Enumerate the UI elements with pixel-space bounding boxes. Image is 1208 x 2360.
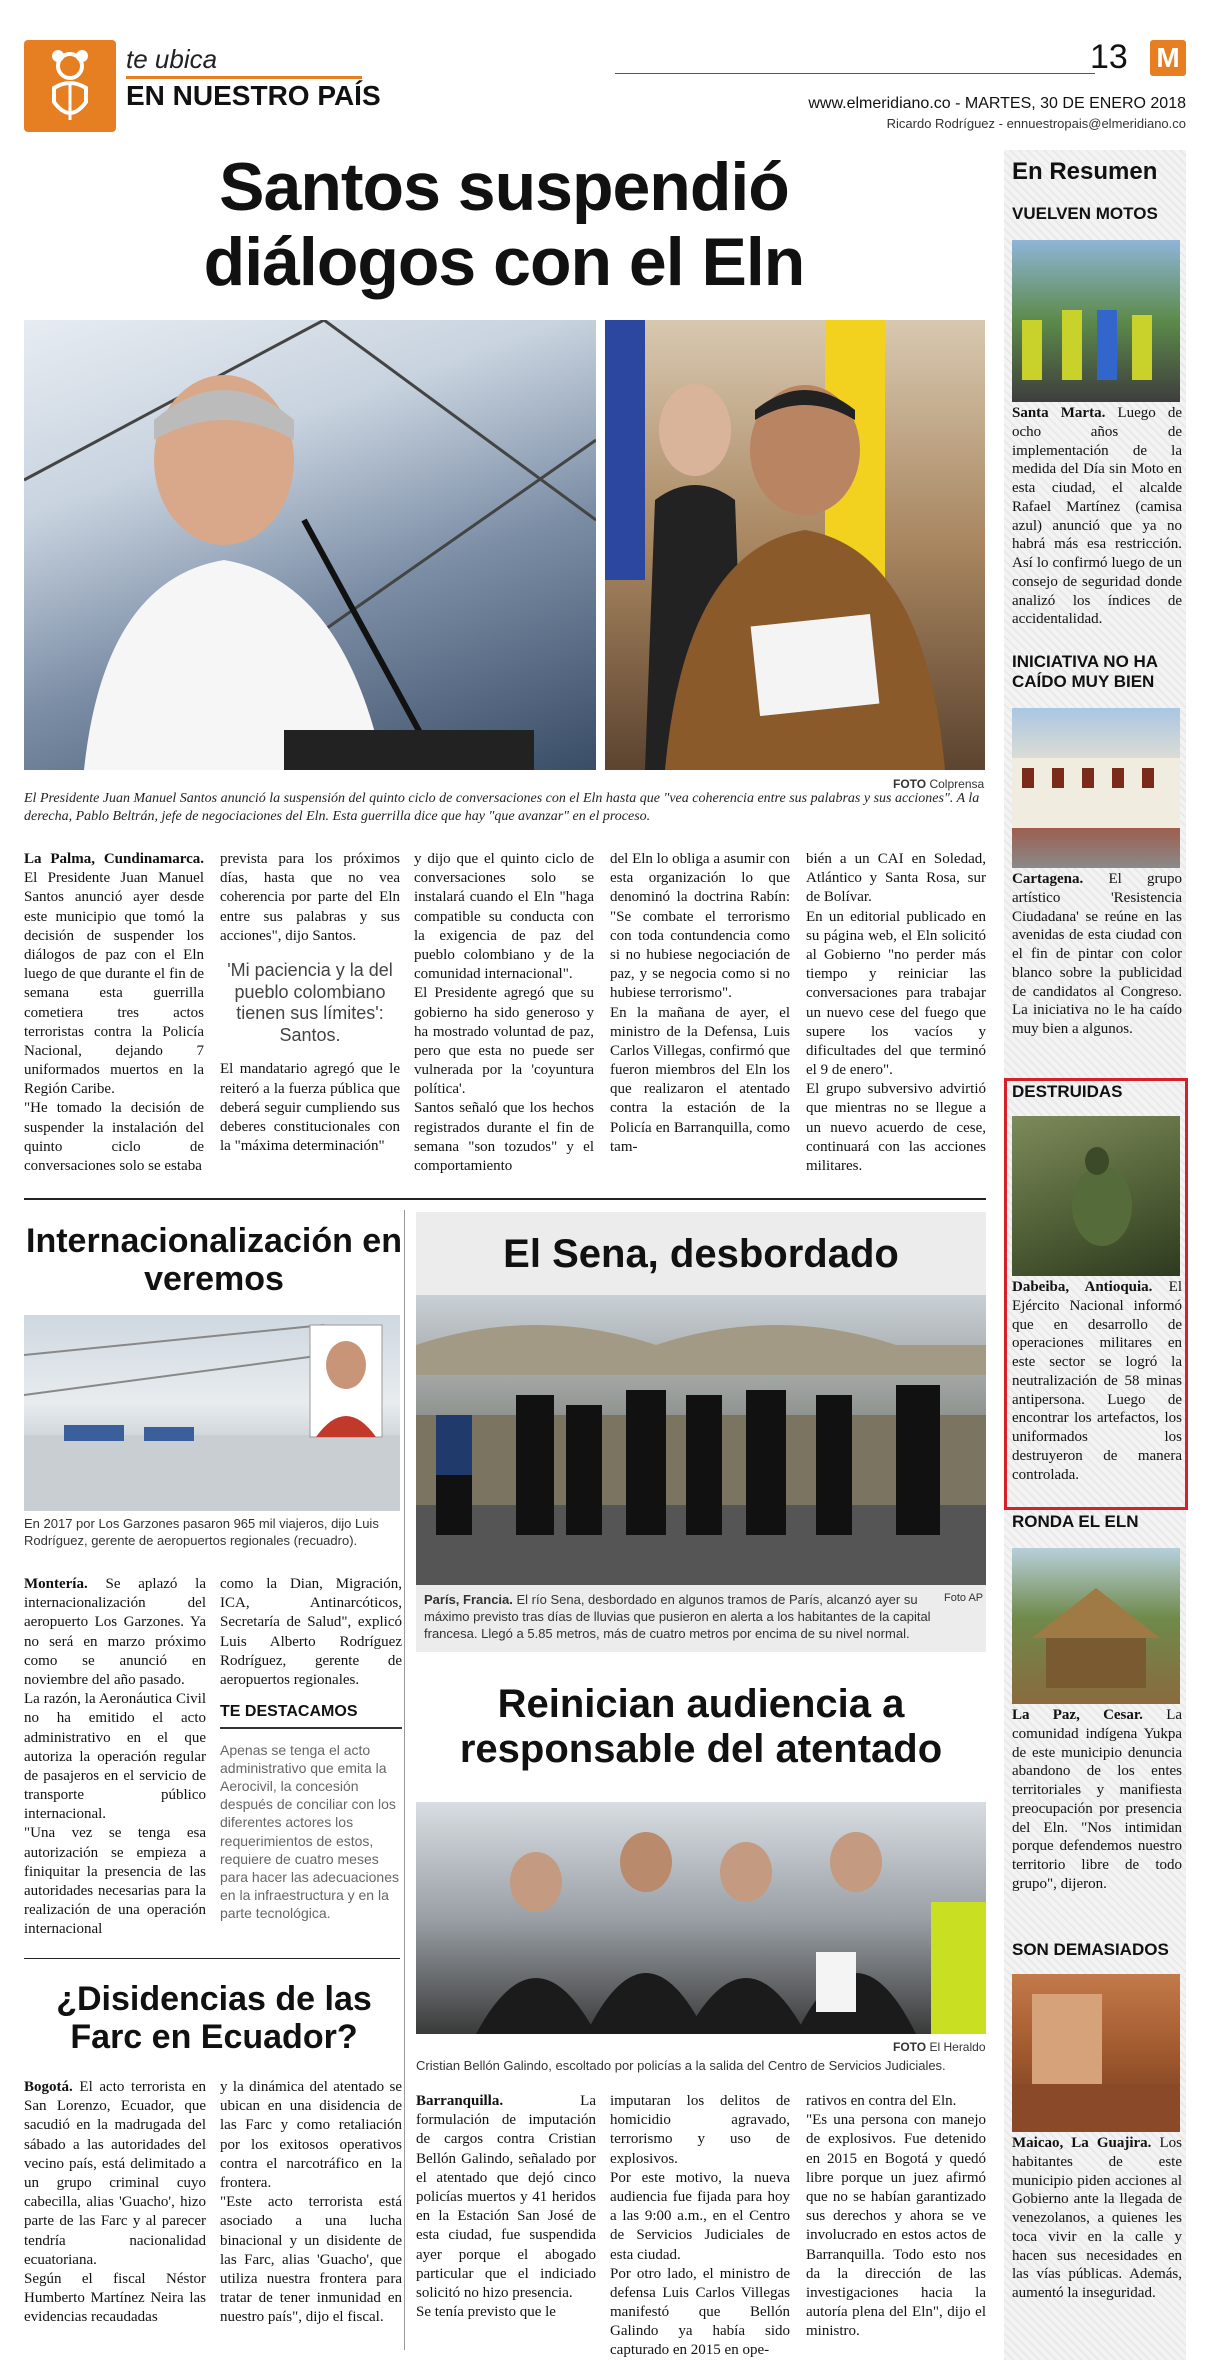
section-divider (24, 1198, 986, 1200)
main-col-5 (806, 850, 986, 1176)
farc-divider (24, 1958, 400, 1959)
photo-credit (893, 777, 984, 791)
internacional-headline: Internacionalización en veremos (26, 1222, 402, 1299)
sidebar-item-body: El Ejército Nacional informó que en desarrollo de operaciones militares en este sector se logró la neutralización de 58 minas antipersona. Luego de encontrar los artefactos, los uniformados los destruyeron de manera controlada. (1012, 1279, 1182, 1483)
airport-caption: En 2017 por Los Garzones pasaron 965 mil viajeros, dijo Luis Rodríguez, gerente de aeropuertos regionales (recuadro). (24, 1516, 379, 1548)
farc-col-1-p1 (24, 2078, 206, 2270)
sena-headline: El Sena, desbordado (503, 1232, 899, 1276)
sidebar-item-place: Dabeiba, Antioquia. (1012, 1279, 1153, 1295)
sidebar-item-body: El grupo artístico 'Resistencia Ciudadana' se reúne en las avenidas de esta ciudad con el fin de pintar con color blanco sobre la publicidad de candidatos al Congreso. La iniciativa no le ha caído muy bien a algunos. (1012, 871, 1183, 1037)
sidebar-maicao-photo (1012, 1974, 1180, 2132)
sidebar-item-text (1012, 1278, 1182, 1484)
main-col-2-p1: prevista para los próximos días, hasta que no vea coherencia por parte del Eln entre sus palabras y sus acciones", dijo Santos. (220, 851, 400, 944)
main-col-5-p1: bién a un CAI en Soledad, Atlántico y Santa Rosa, sur de Bolívar. (806, 851, 986, 906)
internacional-col-1-text: Se aplazó la internacionalización del aeropuerto Los Garzones. Ya no será en marzo próximo como se anunció en noviembre del año pasado. (24, 1576, 206, 1688)
sidebar-motos-photo (1012, 240, 1180, 402)
main-col-3-p2: El Presidente agregó que su gobierno ha sido generoso y ha mostrado voluntad de paz, pero que esta no puede ser vulnerada por la 'coyuntura política'. (414, 985, 594, 1098)
audiencia-col-1-p1 (416, 2092, 596, 2303)
figure-icon (24, 40, 116, 132)
main-headline (24, 150, 984, 300)
sidebar-item-head: INICIATIVA NO HA CAÍDO MUY BIEN (1012, 652, 1158, 691)
main-col-3-p3: Santos señaló que los hechos registrados durante el fin de semana "son tozudos" y el comportamiento (414, 1100, 594, 1174)
sena-caption-place: París, Francia. (424, 1592, 513, 1607)
internacional-col-1-p3: "Una vez se tenga esa autorización se empieza a finiquitar la presencia de las autoridades necesarias para la realización de una operación internacional (24, 1825, 206, 1938)
sidebar-item-place: Cartagena. (1012, 871, 1084, 887)
audiencia-col-3-p1: rativos en contra del Eln. (806, 2093, 957, 2109)
editor-line: Ricardo Rodríguez - ennuestropais@elmeridiano.co (886, 116, 1186, 131)
sidebar-item-text (1012, 2134, 1182, 2303)
main-pullquote: 'Mi paciencia y la del pueblo colombiano tienen sus límites': Santos. (227, 959, 393, 1045)
main-caption: El Presidente Juan Manuel Santos anunció la suspensión del quinto ciclo de conversaciones con el Eln hasta que "vea coherencia entre sus palabras y sus acciones". A la derecha, Pablo Beltrán, jefe de negociaciones del Eln. Esta guerrilla dice que hay "que avanzar" en el proceso. (24, 791, 980, 825)
airport-photo (24, 1315, 400, 1511)
audiencia-dateline: Barranquilla. (416, 2093, 504, 2109)
sidebar-item-body: La comunidad indígena Yukpa de este municipio denuncia abandono de los entes territoriales y manifiesta preocupación por presencia del Eln. "Nos intimidan porque defendemos nuestro territorio libre de todo grupo", dijeron. (1012, 1707, 1183, 1892)
sidebar-item-body: Luego de ocho años de implementación de la medida del Día sin Moto en esta ciudad, el alcalde Rafael Martínez (camisa azul) anunció que ya no habrá más esa restricción. Así lo confirmó luego de un consejo de seguridad donde analizó los índices de accidentalidad. (1012, 405, 1183, 628)
audiencia-headline: Reinician audiencia a responsable del atentado (459, 1682, 943, 1771)
section-title: EN NUESTRO PAÍS (126, 80, 381, 111)
farc-col-1-p2: Según el fiscal Néstor Humberto Martínez Neira las evidencias recaudadas (24, 2270, 206, 2326)
main-col-1-p1 (24, 850, 204, 1099)
sidebar-item-text (1012, 1706, 1182, 1894)
sidebar-item-place: La Paz, Cesar. (1012, 1707, 1143, 1723)
audiencia-col-1 (416, 2092, 596, 2322)
farc-col-1-text: El acto terrorista en San Lorenzo, Ecuador, que sacudió en la madrugada del sábado a las autoridades del vecino país, está delimitado a un grupo criminal cuyo cabecilla, alias 'Guacho', hizo parte de las Farc y al parecer tendría nacionalidad ecuatoriana. (24, 2079, 206, 2268)
sidebar-item-head: VUELVEN MOTOS (1012, 204, 1158, 223)
audiencia-col-3-p2: "Es una persona con manejo de explosivos. Fue detenido en 2015 en Bogotá y quedó libre porque un juez afirmó que no se habían garantizado sus derechos y ahora se ve involucrado en estos actos de Barranquilla. Todo esto nos da la dirección de las investigaciones hacia la autoría plena del Eln", dijo el ministro. (806, 2112, 986, 2340)
sidebar-item-text (1012, 404, 1182, 629)
sena-credit: Foto AP (944, 1592, 984, 1604)
main-col-1-p2: "He tomado la decisión de suspender la instalación del quinto ciclo de conversaciones solo se estaba (24, 1100, 204, 1174)
sidebar-cartagena-photo (1012, 708, 1180, 868)
photo-credit-name: Colprensa (929, 777, 985, 791)
internacional-col-2 (220, 1575, 402, 1922)
sena-caption-text: El río Sena, desbordado en algunos tramos de París, alcanzó ayer su máximo previsto tras días de lluvias que pusieron en alerta a los habitantes de la capital francesa. Llegó a 5.85 metros, más de cuatro metros por encima de su nivel normal. (424, 1592, 931, 1641)
sidebar-item-head: RONDA EL ELN (1012, 1512, 1139, 1531)
main-col-2-p2: El mandatario agregó que le reiteró a la fuerza pública que deberá seguir cumpliendo sus deberes constitucionales con la "máxima determinación" (220, 1061, 400, 1155)
kicker: te ubica (126, 44, 218, 74)
page-number: 13 (1090, 38, 1128, 76)
main-col-5-p3: El grupo subversivo advirtió que mientras no se llegue a un nuevo acuerdo de cese, continuará con las acciones militares. (806, 1081, 986, 1174)
audiencia-credit-name: El Heraldo (929, 2040, 986, 2054)
internacional-col-2-p1: como la Dian, Migración, ICA, Antinarcóticos, Secretaría de Salud", explicó Luis Alberto Rodríguez Rodríguez, gerente de aeropuertos regionales. (220, 1576, 402, 1688)
main-col-2 (220, 850, 400, 1156)
beltran-photo (605, 320, 985, 770)
santos-photo (24, 320, 596, 770)
sidebar-item-place: Maicao, La Guajira. (1012, 2135, 1152, 2151)
main-headline-line-1: Santos suspendió (219, 149, 789, 225)
main-col-4-p2: En la mañana de ayer, el ministro de la Defensa, Luis Carlos Villegas, confirmó que fueron miembros del Eln los que realizaron el atentado contra la estación de la Policía en Barranquilla, como tam- (610, 1004, 790, 1155)
farc-col-2-p1: y la dinámica del atentado se ubican en una disidencia de las Farc y como retaliación por los exitosos operativos contra el narcotráfico en la frontera. (220, 2079, 402, 2191)
audiencia-col-2 (610, 2092, 790, 2360)
internacional-col-1-p1 (24, 1575, 206, 1690)
audiencia-col-2-p3: Por otro lado, el ministro de defensa Luis Carlos Villegas manifestó que Bellón Galindo ya había sido capturado en 2015 en ope- (610, 2265, 790, 2359)
farc-col-2-p2: "Este acto terrorista está asociado a una lucha binacional y un disidente de las Farc, alias 'Guacho', que utiliza nuestra frontera para tratar de tener inmunidad en nuestro país", dijo el fiscal. (220, 2194, 402, 2326)
audiencia-col-1-text: La formulación de imputación de cargos contra Cristian Bellón Galindo, señalado por el atentado que dejó cinco policías muertos y 41 heridos en la Estación San José de esta ciudad, fue suspendida ayer porque el abogado particular que el indiciado solicitó no hizo presencia. (416, 2093, 596, 2301)
top-rule (615, 73, 1095, 74)
sena-photo (416, 1295, 986, 1585)
main-col-4-p1: del Eln lo obliga a asumir con esta organización lo que denominó la doctrina Rabín: "Se combate el terrorismo con toda contundencia como si no hubiese negociación de paz, y se negocia como si no hubiese terrorismo". (610, 851, 790, 1002)
audiencia-col-1-p2: Se tenía previsto que le (416, 2304, 556, 2321)
destacamos-text: Apenas se tenga el acto administrativo que emita la Aerocivil, la concesión después de conciliar con los diferentes actores los requerimientos de estos, requiere de cuatro meses para hacer las adecuaciones en la infraestructura y en la parte tecnológica. (220, 1741, 400, 1922)
internacional-col-1-p2: La razón, la Aeronáutica Civil no ha emitido el acto administrativo en el que autoriza la operación regular de pasajeros en el servicio de transporte público internacional. (24, 1691, 206, 1823)
sidebar-eln-photo (1012, 1548, 1180, 1704)
internacional-col-1 (24, 1575, 206, 1940)
main-headline-line-2: diálogos con el Eln (203, 223, 805, 300)
brand-logo: M (1150, 40, 1186, 76)
main-col-4 (610, 850, 790, 1157)
main-col-5-p2: En un editorial publicado en su página web, el Eln solicitó al Gobierno "no perder más tiempo y reiniciar las conversaciones para trabajar un nuevo cese del fuego que supere los vacíos y dificultades del que terminó el 9 de enero". (806, 908, 986, 1079)
sidebar-item-text (1012, 870, 1182, 1039)
audiencia-col-3 (806, 2092, 986, 2341)
destacamos-title: TE DESTACAMOS (220, 1702, 402, 1728)
main-col-1 (24, 850, 204, 1176)
sidebar-item-head: DESTRUIDAS (1012, 1082, 1123, 1101)
farc-col-2 (220, 2078, 402, 2327)
sidebar-item-body: Los habitantes de este municipio piden acciones al Gobierno ante la llegada de venezolanos, a quienes les toca vivir en la calle y hacen sus necesidades en las vías públicas. Además, aumentó la inseguridad. (1012, 2135, 1182, 2301)
section-rule (126, 76, 362, 79)
audiencia-photo-credit (893, 2040, 986, 2054)
sidebar-item-place: Santa Marta. (1012, 405, 1106, 421)
vertical-divider (404, 1210, 405, 2350)
sidebar-item-head: SON DEMASIADOS (1012, 1940, 1169, 1959)
main-col-1-text: El Presidente Juan Manuel Santos anunció ayer desde este municipio que tomó la decisión de suspender los diálogos de paz con el Eln luego de que durante el fin de semana esta guerrilla cometiera tres actos terroristas contra la Policía Nacional, dejando 7 uniformados muertos en la Región Caribe. (24, 870, 204, 1098)
photo-credit-label: FOTO (893, 777, 927, 791)
date-line: www.elmeridiano.co - MARTES, 30 DE ENERO 2018 (808, 95, 1186, 112)
sena-caption (424, 1592, 944, 1643)
farc-dateline: Bogotá. (24, 2079, 73, 2095)
main-dateline: La Palma, Cundinamarca. (24, 851, 204, 867)
audiencia-credit-label: FOTO (893, 2040, 927, 2054)
sidebar-minas-photo (1012, 1116, 1180, 1276)
audiencia-col-2-p2: Por este motivo, la nueva audiencia fue fijada para hoy a las 9:00 a.m., en el Centro de Servicios Judiciales de esta ciudad. (610, 2169, 790, 2263)
audiencia-col-2-p1: imputaran los delitos de homicidio agravado, terrorismo y uso de explosivos. (610, 2093, 790, 2167)
internacional-dateline: Montería. (24, 1576, 88, 1592)
section-logo (24, 40, 116, 132)
farc-headline: ¿Disidencias de las Farc en Ecuador? (56, 1980, 372, 2057)
farc-col-1 (24, 2078, 206, 2327)
main-col-3-p1: y dijo que el quinto ciclo de conversaciones solo se instalará cuando el Eln "haga compatible su conducta con la exigencia de paz del pueblo colombiano y de la comunidad internacional". (414, 851, 594, 983)
main-col-3 (414, 850, 594, 1176)
audiencia-caption: Cristian Bellón Galindo, escoltado por policías a la salida del Centro de Servicios Judiciales. (416, 2058, 946, 2073)
sidebar-title: En Resumen (1012, 158, 1158, 185)
audiencia-photo (416, 1802, 986, 2034)
